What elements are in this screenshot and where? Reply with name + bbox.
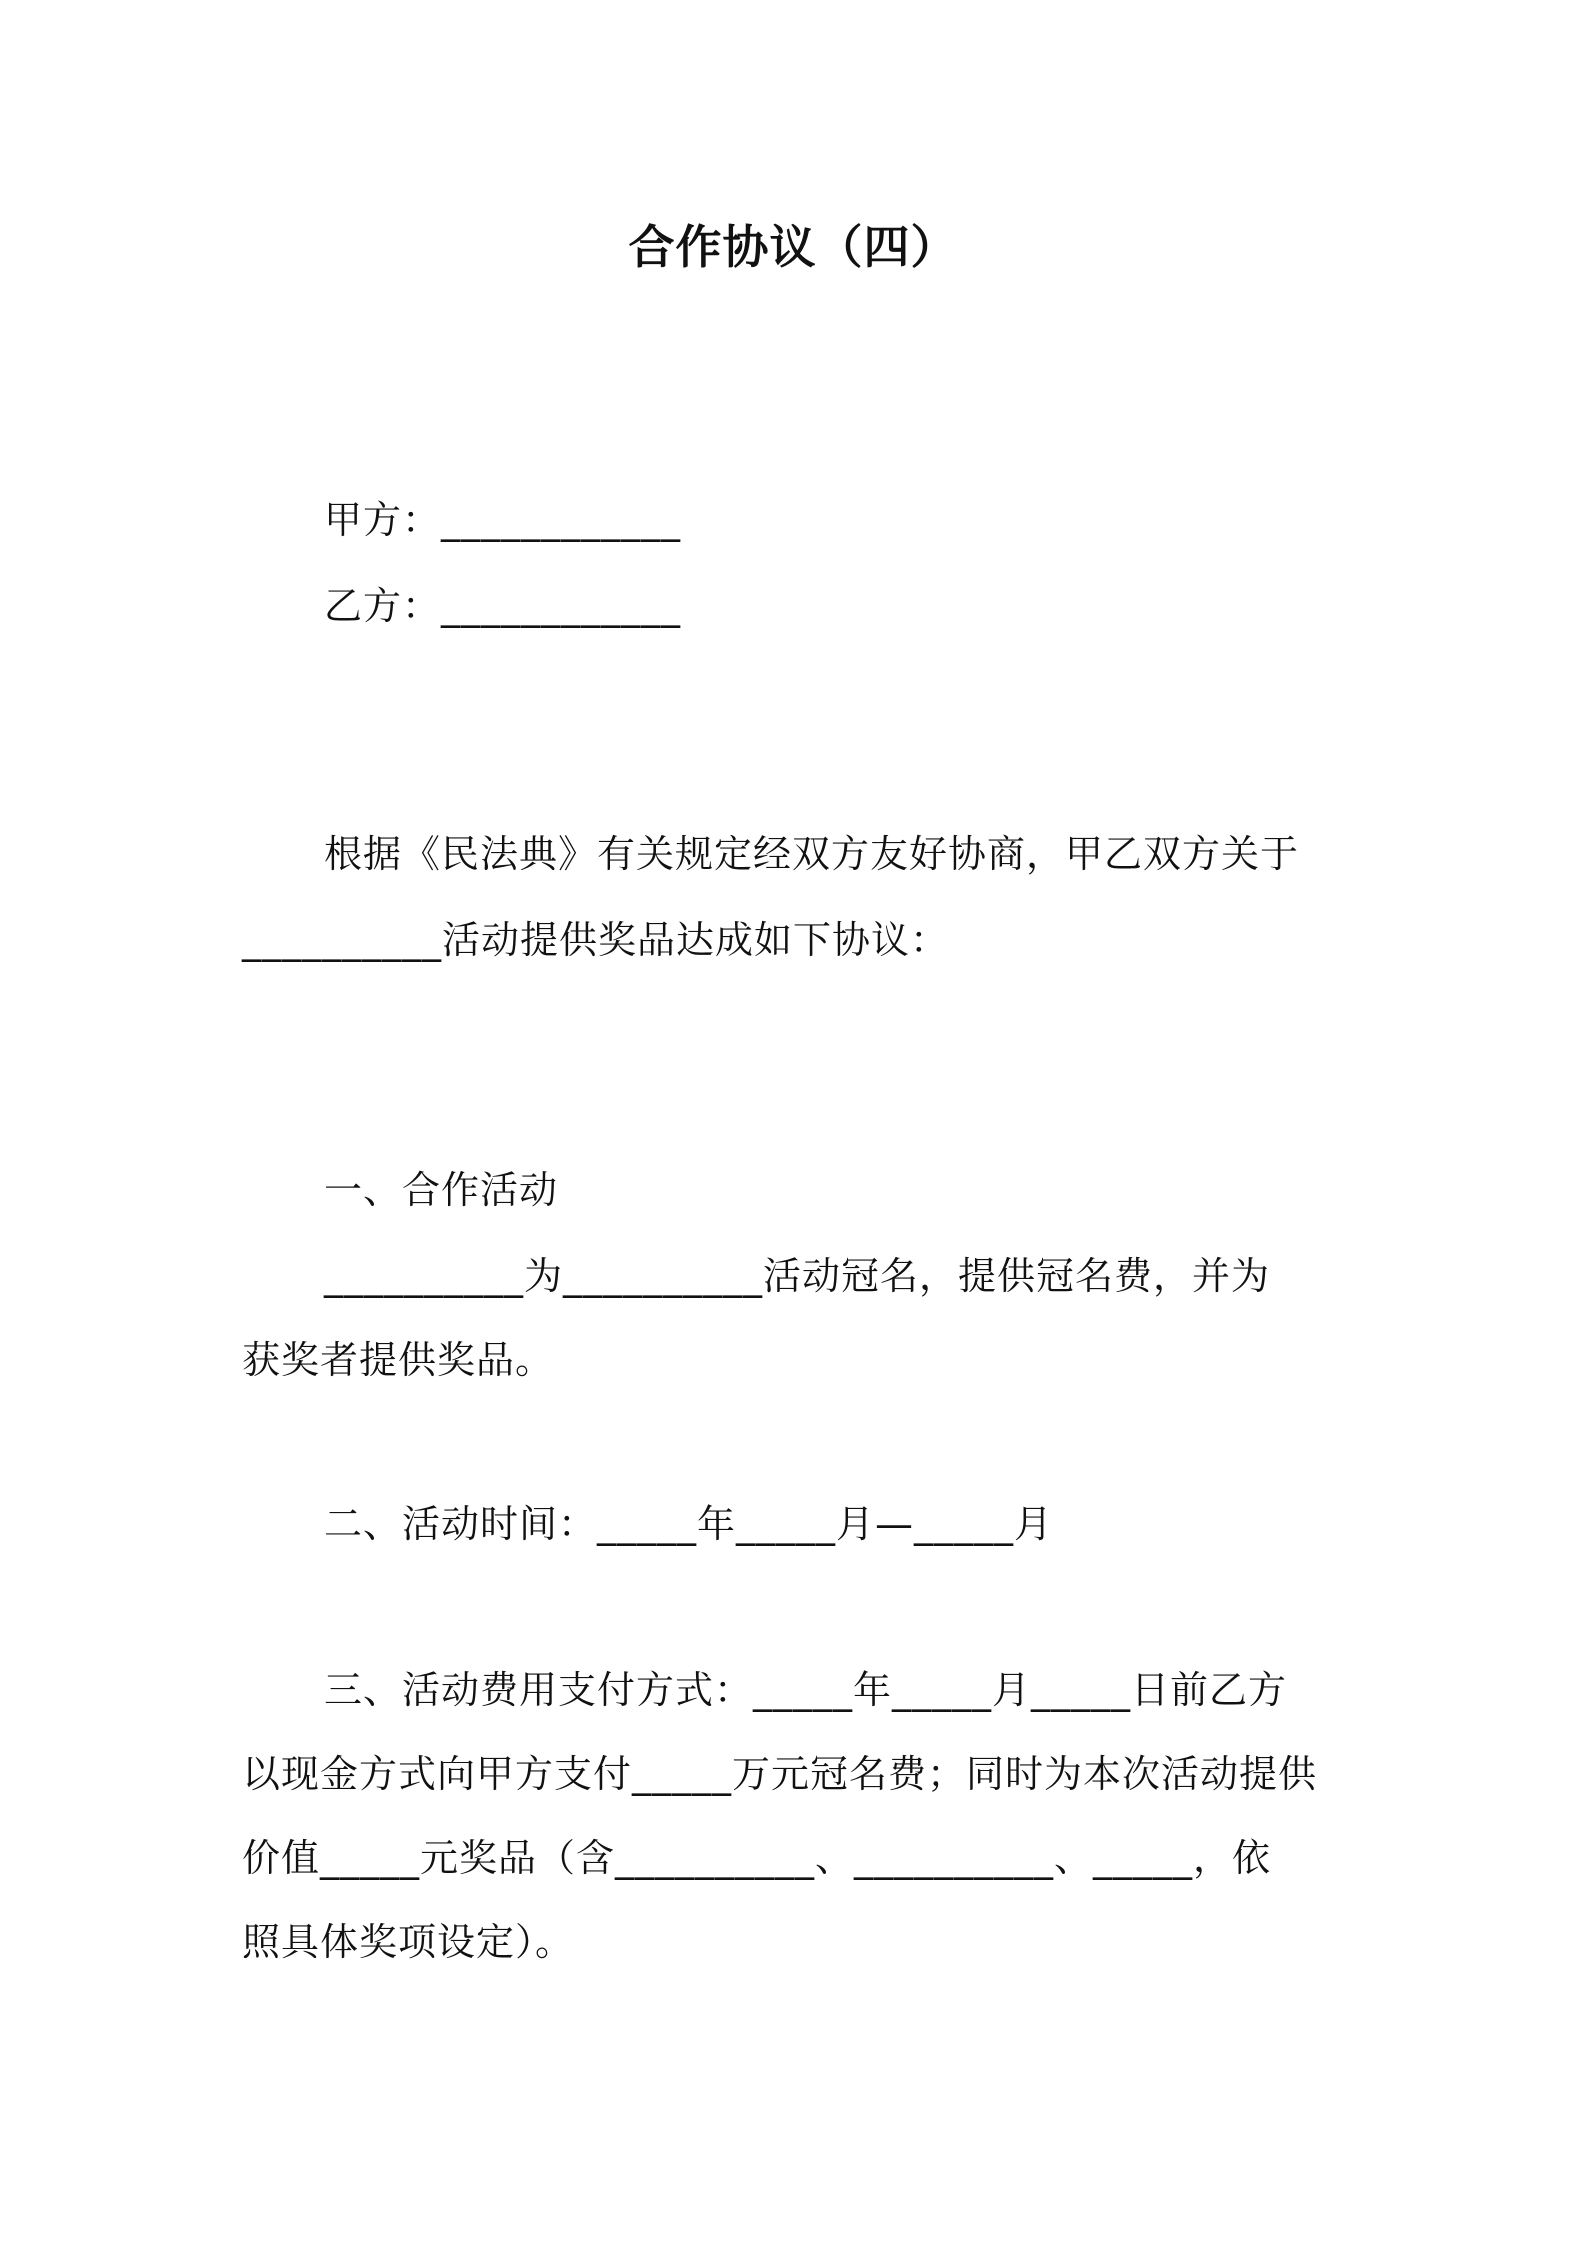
party-b-line: 乙方：____________ — [324, 584, 682, 628]
section-1-line-2: 获奖者提供奖品。 — [242, 1338, 555, 1382]
section-3-line-3: 价值_____元奖品（含__________、__________、_____，依 — [242, 1836, 1272, 1880]
section-3-line-1: 三、活动费用支付方式：_____年_____月_____日前乙方 — [324, 1668, 1288, 1712]
intro-line-2: __________活动提供奖品达成如下协议： — [242, 918, 950, 962]
section-1-line-1: __________为__________活动冠名，提供冠名费，并为 — [324, 1254, 1271, 1298]
section-1-heading: 一、合作活动 — [324, 1168, 559, 1212]
party-a-line: 甲方：____________ — [324, 498, 682, 542]
intro-line-1: 根据《民法典》有关规定经双方友好协商，甲乙双方关于 — [324, 832, 1300, 876]
section-3-line-2: 以现金方式向甲方支付_____万元冠名费；同时为本次活动提供 — [242, 1752, 1318, 1796]
section-2-line: 二、活动时间：_____年_____月—_____月 — [324, 1502, 1054, 1546]
document-title: 合作协议（四） — [628, 220, 958, 274]
section-3-line-4: 照具体奖项设定）。 — [242, 1920, 575, 1964]
